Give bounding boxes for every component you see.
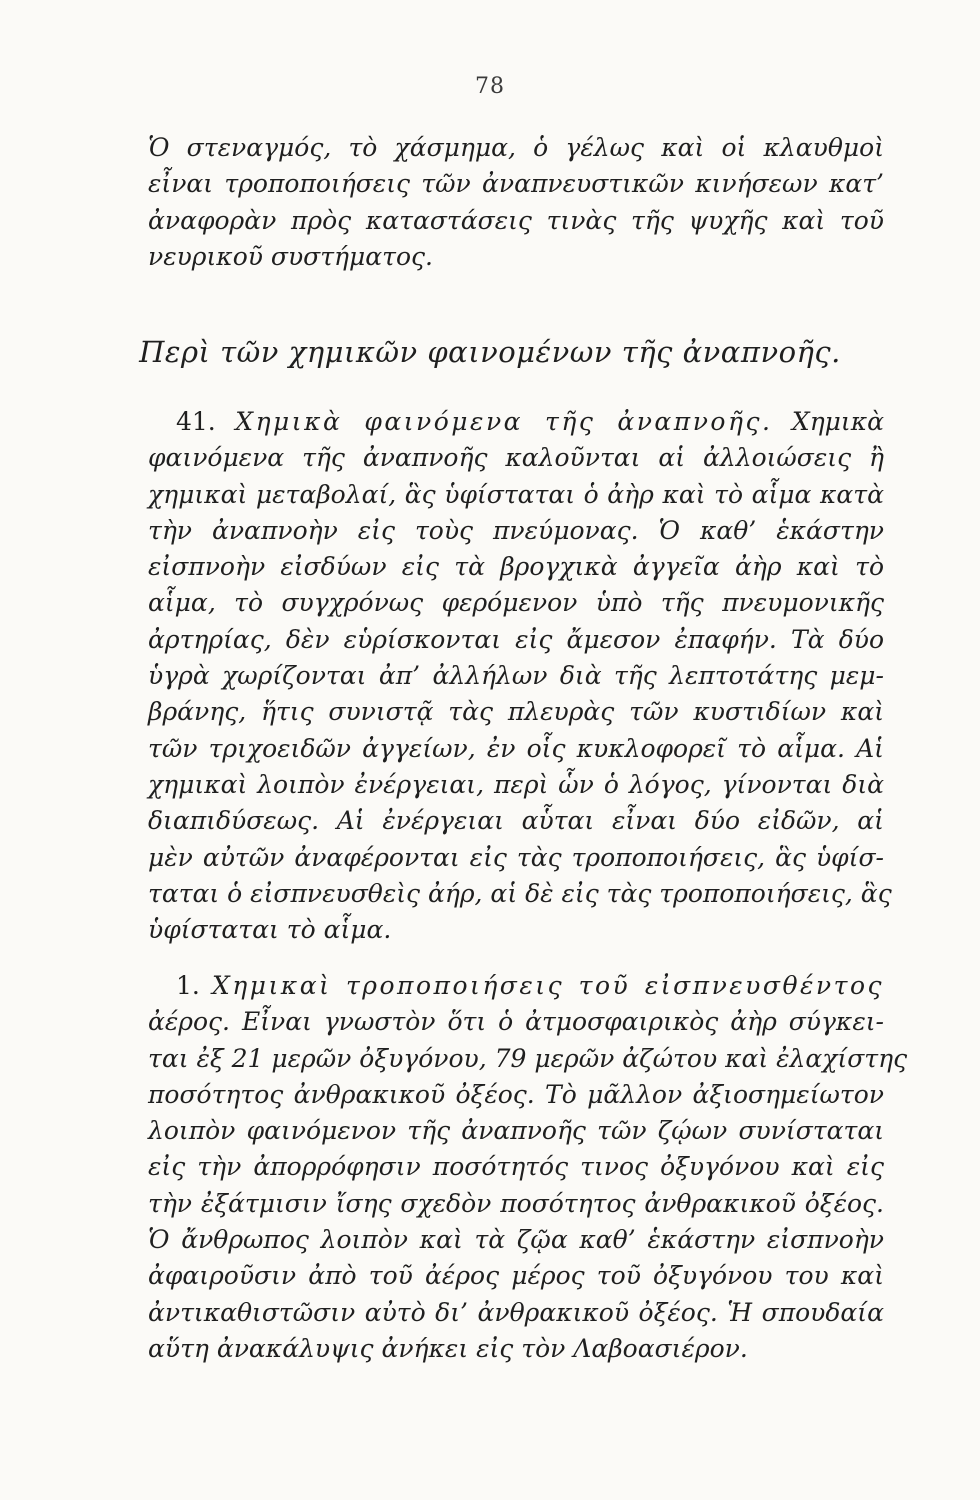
text-line: ταται ὁ εἰσπνευσθεὶς ἀήρ, αἱ δὲ εἰς τὰς τροποποιήσεις, ἃς [148, 878, 892, 908]
intro-paragraph [148, 130, 884, 275]
paragraph-first-line [148, 968, 884, 1004]
text-line: ἀφαιροῦσιν ἀπὸ τοῦ ἀέρος μέρος τοῦ ὀξυγόνου του καὶ [148, 1261, 884, 1291]
text-line: εἰς τὴν ἀπορρόφησιν ποσότητός τινος ὀξυγόνου καὶ εἰς [148, 1152, 884, 1182]
paragraph-number: 41. [176, 407, 216, 436]
text-line: ὑγρὰ χωρίζονται ἀπ’ ἀλλήλων διὰ τῆς λεπτοτάτης μεμ- [148, 661, 884, 691]
text-line: τὴν ἀναπνοὴν εἰς τοὺς πνεύμονας. Ὁ καθ’ ἑκάστην [148, 515, 884, 545]
text-line: αἷμα, τὸ συγχρόνως φερόμενον ὑπὸ τῆς πνευμονικῆς [148, 588, 884, 618]
text-line: μὲν αὐτῶν ἀναφέρονται εἰς τὰς τροποποιήσεις, ἃς ὑφίσ- [148, 842, 884, 872]
text-line: αὕτη ἀνακάλυψις ἀνήκει εἰς τὸν Λαβοασιέρον. [148, 1333, 748, 1363]
text-line: ποσότητος ἀνθρακικοῦ ὀξέος. Τὸ μᾶλλον ἀξιοσημείωτον [148, 1079, 884, 1109]
text-line: φαινόμενα τῆς ἀναπνοῆς καλοῦνται αἱ ἀλλοιώσεις ἢ [148, 443, 884, 473]
page-number: 78 [475, 74, 505, 99]
paragraph-41 [148, 404, 892, 948]
text-line: χημικαὶ μεταβολαί, ἃς ὑφίσταται ὁ ἀὴρ καὶ τὸ αἷμα κατὰ [148, 479, 884, 509]
text-line: βράνης, ἥτις συνιστᾷ τὰς πλευρὰς τῶν κυστιδίων καὶ [148, 697, 884, 727]
text-line: χημικαὶ λοιπὸν ἐνέργειαι, περὶ ὧν ὁ λόγος, γίνονται διὰ [148, 769, 884, 799]
text-line: εἶναι τροποποιήσεις τῶν ἀναπνευστικῶν κινήσεων κατ’ [148, 169, 884, 199]
text-line: ἀναφορὰν πρὸς καταστάσεις τινὰς τῆς ψυχῆς καὶ τοῦ [148, 205, 884, 235]
text-line: διαπιδύσεως. Αἱ ἐνέργειαι αὗται εἶναι δύο εἰδῶν, αἱ [148, 806, 884, 836]
section-heading: Περὶ τῶν χημικῶν φαινομένων τῆς ἀναπνοῆς. [139, 335, 841, 369]
paragraph-title: Χημικαὶ τροποποιήσεις τοῦ εἰσπνευσθέντος [211, 971, 884, 1000]
text-line: ἀέρος. Εἶναι γνωστὸν ὅτι ὁ ἀτμοσφαιρικὸς ἀὴρ σύγκει- [148, 1007, 884, 1037]
text-line: ἀρτηρίας, δὲν εὑρίσκονται εἰς ἄμεσον ἐπαφήν. Τὰ δύο [148, 624, 884, 654]
text-line: εἰσπνοὴν εἰσδύων εἰς τὰ βρογχικὰ ἀγγεῖα ἀὴρ καὶ τὸ [148, 552, 884, 582]
text-line: τῶν τριχοειδῶν ἀγγείων, ἐν οἷς κυκλοφορεῖ τὸ αἷμα. Αἱ [148, 733, 884, 763]
text-line: ἀντικαθιστῶσιν αὐτὸ δι’ ἀνθρακικοῦ ὀξέος. Ἡ σπουδαία [148, 1297, 884, 1327]
text-line: λοιπὸν φαινόμενον τῆς ἀναπνοῆς τῶν ζῴων συνίσταται [148, 1116, 884, 1146]
text-line: Ὁ στεναγμός, τὸ χάσμημα, ὁ γέλως καὶ οἱ κλαυθμοὶ [148, 133, 884, 162]
text-line: τὴν ἐξάτμισιν ἴσης σχεδὸν ποσότητος ἀνθρακικοῦ ὀξέος. [148, 1188, 884, 1218]
paragraph-text: Χημικὰ [791, 407, 884, 436]
paragraph-number: 1. [176, 971, 200, 1000]
paragraph-1 [148, 968, 908, 1367]
text-line: νευρικοῦ συστήματος. [148, 241, 433, 271]
paragraph-first-line [148, 404, 884, 440]
text-line: ὑφίσταται τὸ αἷμα. [148, 915, 392, 945]
paragraph-title: Χημικὰ φαινόμενα τῆς ἀναπνοῆς. [235, 407, 773, 436]
text-line: ται ἐξ 21 μερῶν ὀξυγόνου, 79 μερῶν ἀζώτου καὶ ἐλαχίστης [148, 1043, 908, 1073]
text-line: Ὁ ἄνθρωπος λοιπὸν καὶ τὰ ζῷα καθ’ ἑκάστην εἰσπνοὴν [148, 1225, 884, 1255]
